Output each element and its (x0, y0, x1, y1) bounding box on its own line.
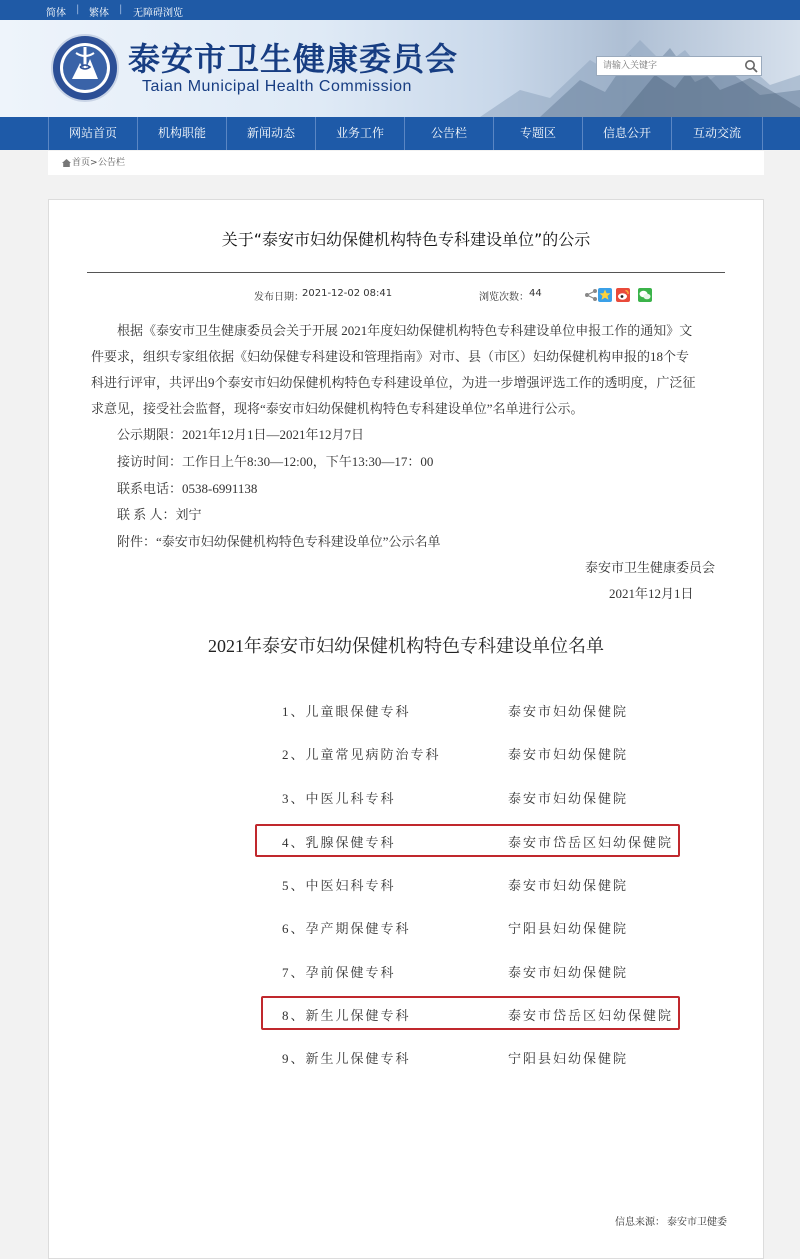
list-item-unit: 泰安市妇幼保健院 (508, 791, 629, 806)
list-item-unit: 泰安市岱岳区妇幼保健院 (508, 835, 674, 850)
list-item-unit: 宁阳县妇幼保健院 (508, 921, 629, 936)
list-item-specialty: 4、乳腺保健专科 (282, 835, 396, 850)
search-icon[interactable] (744, 59, 758, 73)
list-item-specialty: 7、孕前保健专科 (282, 965, 396, 980)
main-navigation (0, 117, 800, 150)
home-icon (62, 159, 71, 167)
contact-person: 联 系 人：刘宁 (117, 507, 202, 522)
paragraph-line: 件要求，组织专家组依据《妇幼保健专科建设和管理指南》对市、县（市区）妇幼保健机构申报的18个专 (91, 349, 690, 364)
list-item-unit: 泰安市妇幼保健院 (508, 704, 629, 719)
view-count-label: 浏览次数： (479, 292, 529, 303)
breadcrumb-home-link[interactable]: 首页 (72, 158, 91, 168)
commission-emblem[interactable] (50, 33, 120, 103)
nav-item-news[interactable]: 新闻动态 (226, 117, 315, 150)
list-item-specialty: 8、新生儿保健专科 (282, 1008, 411, 1023)
simplified-chinese-link[interactable]: 简体 (46, 8, 66, 19)
list-item-specialty: 6、孕产期保健专科 (282, 921, 411, 936)
list-item-specialty: 3、中医儿科专科 (282, 791, 396, 806)
view-count: 44 (529, 288, 542, 299)
reception-hours: 接访时间：工作日上午8:30—12:00，下午13:30—17：00 (117, 454, 434, 469)
star-icon[interactable] (598, 288, 612, 302)
paragraph-line: 求意见，接受社会监督，现将“泰安市妇幼保健机构特色专科建设单位”名单进行公示。 (91, 401, 584, 416)
list-item-specialty: 2、儿童常见病防治专科 (282, 747, 441, 762)
nav-item-interaction[interactable]: 互动交流 (671, 117, 763, 150)
weibo-icon[interactable] (616, 288, 630, 302)
source-label: 信息来源： (615, 1217, 665, 1228)
nav-item-disclosure[interactable]: 信息公开 (582, 117, 671, 150)
nav-item-functions[interactable]: 机构职能 (137, 117, 226, 150)
nav-item-topics[interactable]: 专题区 (493, 117, 582, 150)
site-title: 泰安市卫生健康委员会 (128, 40, 459, 78)
top-utility-bar (0, 0, 800, 20)
share-icon[interactable] (584, 288, 598, 302)
nav-item-home[interactable]: 网站首页 (48, 117, 137, 150)
search-box (596, 56, 762, 76)
list-item-unit: 泰安市妇幼保健院 (508, 747, 629, 762)
article-title: 关于“泰安市妇幼保健机构特色专科建设单位”的公示 (221, 230, 591, 249)
publish-date-label: 发布日期： (254, 292, 304, 303)
breadcrumb (48, 151, 764, 175)
nav-item-business[interactable]: 业务工作 (315, 117, 404, 150)
list-item-unit: 泰安市岱岳区妇幼保健院 (508, 1008, 674, 1023)
list-item-unit: 泰安市妇幼保健院 (508, 878, 629, 893)
attachment-note: 附件：“泰安市妇幼保健机构特色专科建设单位”公示名单 (117, 534, 441, 549)
signature-date: 2021年12月1日 (609, 586, 694, 601)
source-value: 泰安市卫健委 (667, 1217, 727, 1228)
paragraph-line: 科进行评审，共评出9个泰安市妇幼保健机构特色专科建设单位，为进一步增强评选工作的透明度，广泛征 (91, 375, 696, 390)
site-header (0, 20, 800, 117)
contact-phone: 联系电话：0538-6991138 (117, 481, 258, 496)
publish-date: 2021-12-02 08:41 (302, 288, 393, 299)
wechat-icon[interactable] (638, 288, 652, 302)
list-item-unit: 泰安市妇幼保健院 (508, 965, 629, 980)
separator: | (76, 4, 80, 15)
separator: | (119, 4, 123, 15)
site-title-english: Taian Municipal Health Commission (142, 78, 412, 95)
paragraph-line: 根据《泰安市卫生健康委员会关于开展 2021年度妇幼保健机构特色专科建设单位申报工作的通知》文 (117, 323, 693, 338)
list-item-unit: 宁阳县妇幼保健院 (508, 1051, 629, 1066)
list-item-specialty: 5、中医妇科专科 (282, 878, 396, 893)
list-title: 2021年泰安市妇幼保健机构特色专科建设单位名单 (208, 636, 604, 656)
search-input[interactable] (597, 57, 743, 75)
article-container (48, 199, 764, 1259)
nav-item-bulletin[interactable]: 公告栏 (404, 117, 493, 150)
title-divider (87, 272, 725, 273)
traditional-chinese-link[interactable]: 繁体 (89, 8, 109, 19)
list-item-specialty: 1、儿童眼保健专科 (282, 704, 411, 719)
issuer-signature: 泰安市卫生健康委员会 (585, 560, 716, 575)
breadcrumb-current[interactable]: 公告栏 (98, 158, 126, 168)
list-item-specialty: 9、新生儿保健专科 (282, 1051, 411, 1066)
breadcrumb-separator: > (90, 158, 98, 168)
announcement-period: 公示期限：2021年12月1日—2021年12月7日 (117, 427, 365, 442)
accessibility-link[interactable]: 无障碍浏览 (133, 8, 183, 19)
